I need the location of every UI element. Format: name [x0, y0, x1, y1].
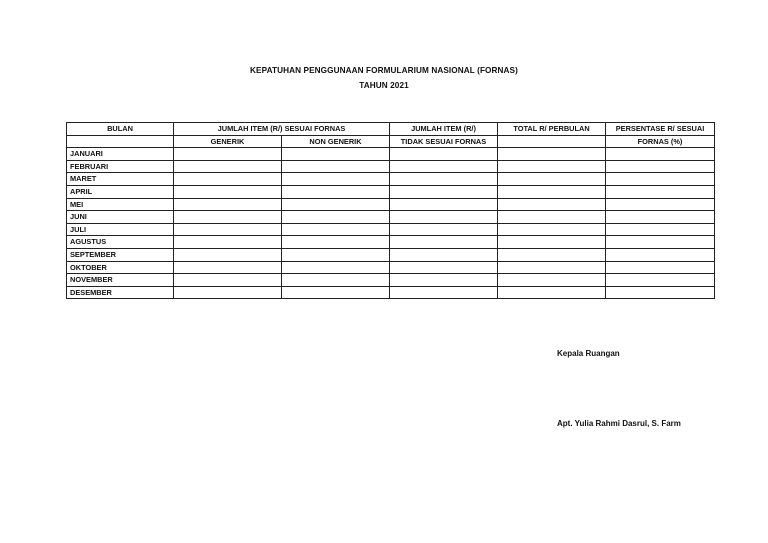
total-cell	[498, 274, 606, 287]
tidak-sesuai-cell	[390, 160, 498, 173]
table-row	[67, 274, 715, 287]
total-cell	[498, 248, 606, 261]
header-sesuai-fornas: JUMLAH ITEM (R/) SESUAI FORNAS	[174, 123, 390, 136]
tidak-sesuai-cell	[390, 286, 498, 299]
table-row	[67, 173, 715, 186]
total-cell	[498, 160, 606, 173]
generik-cell	[174, 286, 282, 299]
total-cell	[498, 185, 606, 198]
tidak-sesuai-cell	[390, 173, 498, 186]
tidak-sesuai-cell	[390, 274, 498, 287]
month-label: SEPTEMBER	[67, 248, 174, 261]
persentase-cell	[606, 274, 715, 287]
persentase-cell	[606, 160, 715, 173]
header-bulan-blank	[67, 135, 174, 148]
header-generik: GENERIK	[174, 135, 282, 148]
total-cell	[498, 236, 606, 249]
header-total: TOTAL R/ PERBULAN	[498, 123, 606, 136]
header-row-2	[67, 135, 715, 148]
header-total-blank	[498, 135, 606, 148]
tidak-sesuai-cell	[390, 223, 498, 236]
tidak-sesuai-cell	[390, 236, 498, 249]
total-cell	[498, 173, 606, 186]
non-generik-cell	[282, 248, 390, 261]
generik-cell	[174, 173, 282, 186]
non-generik-cell	[282, 261, 390, 274]
table-row	[67, 248, 715, 261]
header-row-1	[67, 123, 715, 136]
table-row	[67, 185, 715, 198]
month-label: JANUARI	[67, 148, 174, 161]
non-generik-cell	[282, 173, 390, 186]
generik-cell	[174, 248, 282, 261]
persentase-cell	[606, 173, 715, 186]
persentase-cell	[606, 185, 715, 198]
persentase-cell	[606, 236, 715, 249]
non-generik-cell	[282, 223, 390, 236]
header-persentase-line1: PERSENTASE R/ SESUAI	[606, 123, 715, 136]
generik-cell	[174, 236, 282, 249]
table-row	[67, 148, 715, 161]
generik-cell	[174, 261, 282, 274]
generik-cell	[174, 160, 282, 173]
document-year: TAHUN 2021	[359, 81, 409, 90]
month-label: AGUSTUS	[67, 236, 174, 249]
non-generik-cell	[282, 211, 390, 224]
persentase-cell	[606, 148, 715, 161]
table-row	[67, 211, 715, 224]
tidak-sesuai-cell	[390, 185, 498, 198]
header-tidak-sesuai-line1: JUMLAH ITEM (R/)	[390, 123, 498, 136]
non-generik-cell	[282, 185, 390, 198]
month-label: APRIL	[67, 185, 174, 198]
total-cell	[498, 286, 606, 299]
month-label: MEI	[67, 198, 174, 211]
persentase-cell	[606, 248, 715, 261]
month-label: JULI	[67, 223, 174, 236]
non-generik-cell	[282, 274, 390, 287]
persentase-cell	[606, 211, 715, 224]
month-label: DESEMBER	[67, 286, 174, 299]
document-title: KEPATUHAN PENGGUNAAN FORMULARIUM NASIONAL (FORNAS)	[250, 66, 518, 75]
table-row	[67, 261, 715, 274]
table-row	[67, 236, 715, 249]
non-generik-cell	[282, 148, 390, 161]
compliance-table	[66, 122, 715, 299]
tidak-sesuai-cell	[390, 211, 498, 224]
table-row	[67, 223, 715, 236]
total-cell	[498, 223, 606, 236]
total-cell	[498, 198, 606, 211]
non-generik-cell	[282, 286, 390, 299]
generik-cell	[174, 185, 282, 198]
header-bulan: BULAN	[67, 123, 174, 136]
month-label: JUNI	[67, 211, 174, 224]
tidak-sesuai-cell	[390, 261, 498, 274]
tidak-sesuai-cell	[390, 148, 498, 161]
month-rows	[67, 148, 715, 299]
non-generik-cell	[282, 198, 390, 211]
signature-role: Kepala Ruangan	[557, 349, 620, 358]
non-generik-cell	[282, 160, 390, 173]
persentase-cell	[606, 223, 715, 236]
table-row	[67, 198, 715, 211]
header-non-generik: NON GENERIK	[282, 135, 390, 148]
generik-cell	[174, 198, 282, 211]
month-label: FEBRUARI	[67, 160, 174, 173]
table-row	[67, 286, 715, 299]
table-row	[67, 160, 715, 173]
header-persentase-line2: FORNAS (%)	[606, 135, 715, 148]
non-generik-cell	[282, 236, 390, 249]
generik-cell	[174, 211, 282, 224]
total-cell	[498, 211, 606, 224]
generik-cell	[174, 274, 282, 287]
month-label: OKTOBER	[67, 261, 174, 274]
total-cell	[498, 148, 606, 161]
tidak-sesuai-cell	[390, 198, 498, 211]
month-label: MARET	[67, 173, 174, 186]
generik-cell	[174, 223, 282, 236]
persentase-cell	[606, 261, 715, 274]
generik-cell	[174, 148, 282, 161]
tidak-sesuai-cell	[390, 248, 498, 261]
persentase-cell	[606, 198, 715, 211]
signature-name: Apt. Yulia Rahmi Dasrul, S. Farm	[557, 419, 681, 428]
month-label: NOVEMBER	[67, 274, 174, 287]
header-tidak-sesuai-line2: TIDAK SESUAI FORNAS	[390, 135, 498, 148]
persentase-cell	[606, 286, 715, 299]
total-cell	[498, 261, 606, 274]
